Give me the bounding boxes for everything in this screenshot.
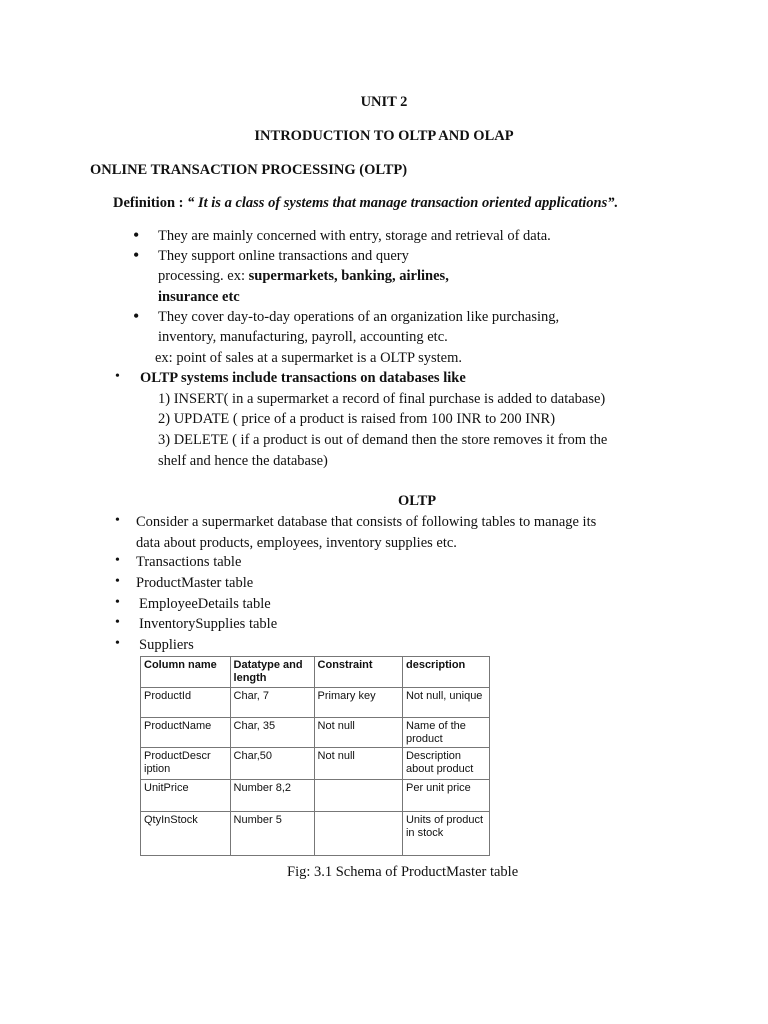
column-header: description	[402, 657, 489, 688]
consider-text-continuation: data about products, employees, inventory supplies etc.	[136, 535, 457, 551]
table-cell: Not null, unique	[402, 688, 489, 718]
figure-caption: Fig: 3.1 Schema of ProductMaster table	[287, 864, 519, 880]
table-list-item: ProductMaster table	[136, 575, 254, 591]
table-cell: Number 8,2	[230, 780, 314, 812]
table-cell	[314, 780, 402, 812]
section-heading-oltp: ONLINE TRANSACTION PROCESSING (OLTP)	[90, 162, 408, 178]
column-header: Constraint	[314, 657, 402, 688]
bullet-item: They are mainly concerned with entry, storage and retrieval of data.	[158, 228, 551, 244]
table-cell: QtyInStock	[141, 812, 231, 856]
definition-text: “ It is a class of systems that manage transaction oriented applications”.	[187, 195, 619, 211]
delete-item: 3) DELETE ( if a product is out of demand then the store removes it from the	[158, 432, 608, 448]
table-cell: Units of product in stock	[402, 812, 489, 856]
table-cell: Description about product	[402, 748, 489, 780]
bullet-icon: •	[133, 225, 140, 245]
table-cell: UnitPrice	[141, 780, 231, 812]
bullet-text: processing. ex:	[158, 268, 249, 284]
page-title: INTRODUCTION TO OLTP AND OLAP	[254, 128, 514, 144]
bullet-icon: •	[115, 574, 120, 589]
table-row	[141, 812, 490, 856]
table-cell: Char,50	[230, 748, 314, 780]
bullet-icon: •	[115, 636, 120, 651]
bullet-bold-text: insurance etc	[158, 289, 240, 305]
column-header: Datatype and length	[230, 657, 314, 688]
table-row	[141, 688, 490, 718]
table-cell: ProductDescr iption	[141, 748, 231, 780]
table-list-item: Suppliers	[139, 637, 194, 653]
table-cell: ProductId	[141, 688, 231, 718]
table-cell: Not null	[314, 718, 402, 748]
column-header: Column name	[141, 657, 231, 688]
table-cell: Char, 7	[230, 688, 314, 718]
table-cell: Not null	[314, 748, 402, 780]
table-cell: Per unit price	[402, 780, 489, 812]
table-cell	[314, 812, 402, 856]
table-cell: ProductName	[141, 718, 231, 748]
bullet-icon: •	[115, 553, 120, 568]
table-list-item: InventorySupplies table	[139, 616, 278, 632]
delete-item-continuation: shelf and hence the database)	[158, 453, 328, 469]
oltp-heading: OLTP	[398, 493, 437, 509]
consider-text: Consider a supermarket database that consists of following tables to manage its	[136, 514, 597, 530]
table-cell: Char, 35	[230, 718, 314, 748]
table-row	[141, 748, 490, 780]
bullet-item-continuation	[158, 266, 449, 286]
table-list-item: EmployeeDetails table	[139, 596, 271, 612]
unit-heading: UNIT 2	[360, 94, 408, 110]
bullet-icon: •	[133, 245, 140, 265]
bullet-icon: •	[115, 513, 120, 528]
bullet-example: ex: point of sales at a supermarket is a OLTP system.	[155, 350, 462, 366]
transactions-heading: OLTP systems include transactions on databases like	[140, 370, 466, 386]
definition-label: Definition :	[113, 195, 184, 211]
bullet-item: They support online transactions and query	[158, 248, 409, 264]
update-item: 2) UPDATE ( price of a product is raised from 100 INR to 200 INR)	[158, 411, 556, 427]
bullet-icon: •	[115, 615, 120, 630]
definition	[113, 193, 618, 213]
bullet-bold-text: supermarkets, banking, airlines,	[248, 268, 449, 284]
bullet-item-continuation: inventory, manufacturing, payroll, accounting etc.	[158, 329, 448, 345]
table-header-row	[141, 657, 490, 688]
table-list-item: Transactions table	[136, 554, 242, 570]
table-row	[141, 780, 490, 812]
table-cell: Number 5	[230, 812, 314, 856]
bullet-icon: •	[115, 369, 120, 384]
bullet-icon: •	[115, 595, 120, 610]
table-cell: Name of the product	[402, 718, 489, 748]
table-cell: Primary key	[314, 688, 402, 718]
bullet-item: They cover day-to-day operations of an organization like purchasing,	[158, 309, 560, 325]
productmaster-schema-table	[140, 656, 490, 856]
table-row	[141, 718, 490, 748]
bullet-icon: •	[133, 306, 140, 326]
insert-item: 1) INSERT( in a supermarket a record of final purchase is added to database)	[158, 391, 606, 407]
